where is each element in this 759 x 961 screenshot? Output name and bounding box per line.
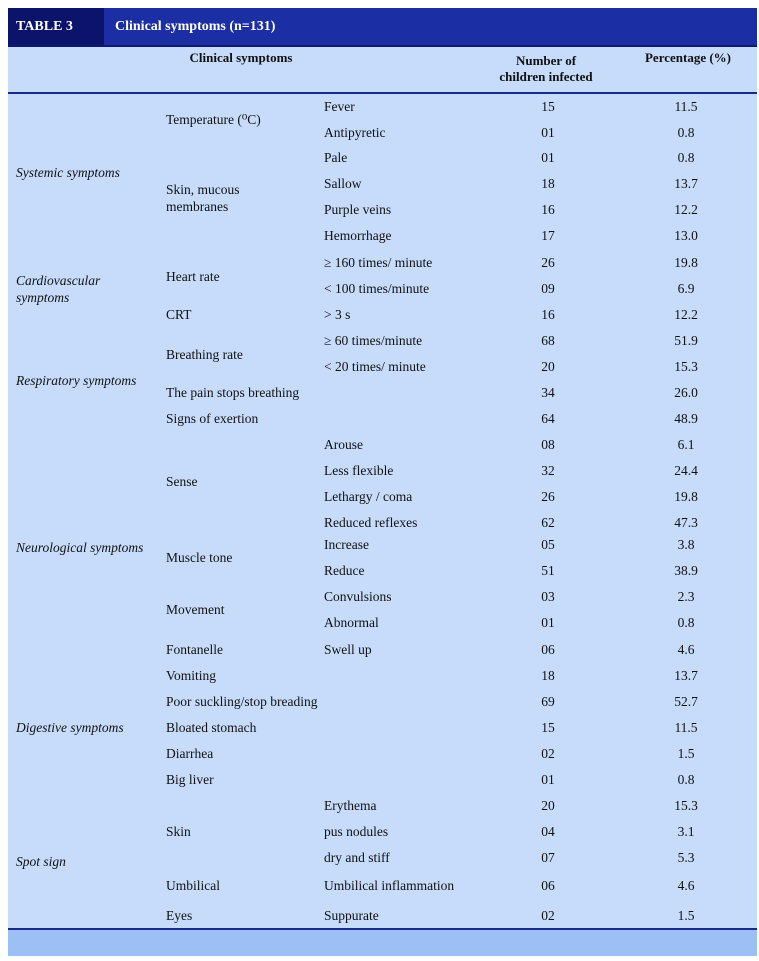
symptom-cell: pus nodules	[324, 824, 389, 839]
percentage-cell: 13.0	[674, 228, 698, 243]
number-cell: 62	[541, 515, 555, 530]
number-cell: 34	[541, 385, 555, 400]
number-cell: 32	[541, 463, 555, 478]
percentage-cell: 2.3	[677, 589, 695, 604]
percentage-cell: 13.7	[674, 668, 698, 683]
category-spot-sign: Spot sign	[16, 854, 66, 869]
number-cell: 18	[541, 668, 555, 683]
group-breathing-rate: Breathing rate	[166, 347, 243, 362]
number-cell: 18	[541, 176, 555, 191]
group-poor-suckling: Poor suckling/stop breading	[166, 694, 318, 709]
percentage-cell: 3.1	[677, 824, 695, 839]
symptom-cell: Reduced reflexes	[324, 515, 418, 530]
percentage-cell: 11.5	[674, 720, 698, 735]
group-sense: Sense	[166, 474, 198, 489]
percentage-cell: 1.5	[677, 746, 695, 761]
symptom-cell: Umbilical inflammation	[324, 878, 455, 893]
percentage-cell: 0.8	[677, 615, 695, 630]
percentage-cell: 12.2	[674, 202, 698, 217]
number-cell: 01	[541, 615, 555, 630]
percentage-cell: 0.8	[677, 150, 695, 165]
percentage-cell: 4.6	[677, 642, 695, 657]
number-cell: 09	[541, 281, 555, 296]
group-heart-rate: Heart rate	[166, 269, 220, 284]
number-cell: 01	[541, 772, 555, 787]
number-cell: 26	[541, 489, 555, 504]
header-clinical-symptoms: Clinical symptoms	[189, 50, 293, 65]
group-diarrhea: Diarrhea	[166, 746, 214, 761]
percentage-cell: 6.1	[677, 437, 695, 452]
symptom-cell: Reduce	[324, 563, 365, 578]
percentage-cell: 48.9	[674, 411, 698, 426]
symptom-cell: Fever	[324, 99, 355, 114]
number-cell: 04	[541, 824, 555, 839]
number-cell: 20	[541, 359, 555, 374]
number-cell: 05	[541, 537, 555, 552]
number-cell: 07	[541, 850, 555, 865]
number-cell: 16	[541, 202, 555, 217]
table-footer-band	[8, 930, 757, 956]
category-cardiovascular-line2: symptoms	[16, 290, 70, 305]
group-skin: Skin	[166, 824, 191, 839]
number-cell: 08	[541, 437, 555, 452]
symptom-cell: < 20 times/ minute	[324, 359, 426, 374]
percentage-cell: 38.9	[674, 563, 698, 578]
symptom-cell: Convulsions	[324, 589, 392, 604]
group-skin-mucous-line2: membranes	[166, 199, 229, 214]
symptom-cell: Swell up	[324, 642, 372, 657]
symptom-cell: Purple veins	[324, 202, 392, 217]
number-cell: 15	[541, 720, 555, 735]
number-cell: 02	[541, 908, 555, 923]
percentage-cell: 0.8	[677, 772, 695, 787]
group-muscle-tone: Muscle tone	[166, 550, 233, 565]
group-signs-of-exertion: Signs of exertion	[166, 411, 259, 426]
header-percentage: Percentage (%)	[644, 50, 732, 65]
percentage-cell: 4.6	[677, 878, 695, 893]
number-cell: 26	[541, 255, 555, 270]
percentage-cell: 52.7	[674, 694, 698, 709]
symptom-cell: ≥ 160 times/ minute	[324, 255, 433, 270]
group-crt: CRT	[166, 307, 192, 322]
header-number-line2: children infected	[499, 69, 593, 84]
header-rule	[8, 92, 757, 94]
symptom-cell: < 100 times/minute	[324, 281, 430, 296]
symptom-cell: Suppurate	[324, 908, 379, 923]
table-label: TABLE 3	[8, 8, 104, 45]
percentage-cell: 51.9	[674, 333, 698, 348]
category-digestive: Digestive symptoms	[16, 720, 124, 735]
number-cell: 15	[541, 99, 555, 114]
group-temperature: Temperature (⁰C)	[166, 112, 261, 127]
group-umbilical: Umbilical	[166, 878, 220, 893]
percentage-cell: 12.2	[674, 307, 698, 322]
symptom-cell: Abnormal	[324, 615, 379, 630]
group-pain-stops-breathing: The pain stops breathing	[166, 385, 300, 400]
number-cell: 01	[541, 125, 555, 140]
percentage-cell: 47.3	[674, 515, 698, 530]
symptom-cell: Arouse	[324, 437, 363, 452]
number-cell: 20	[541, 798, 555, 813]
header-number-line1: Number of	[515, 53, 577, 68]
percentage-cell: 19.8	[674, 255, 698, 270]
symptom-cell: > 3 s	[324, 307, 351, 322]
symptom-cell: Erythema	[324, 798, 377, 813]
percentage-cell: 13.7	[674, 176, 698, 191]
category-systemic: Systemic symptoms	[16, 165, 120, 180]
symptom-cell: Less flexible	[324, 463, 394, 478]
category-respiratory: Respiratory symptoms	[16, 373, 137, 388]
number-cell: 69	[541, 694, 555, 709]
group-movement: Movement	[166, 602, 225, 617]
group-fontanelle: Fontanelle	[166, 642, 223, 657]
symptom-cell: Increase	[324, 537, 369, 552]
category-cardiovascular-line1: Cardiovascular	[16, 273, 101, 288]
group-big-liver: Big liver	[166, 772, 214, 787]
clinical-symptoms-table	[8, 8, 757, 956]
percentage-cell: 15.3	[674, 798, 698, 813]
percentage-cell: 3.8	[677, 537, 695, 552]
number-cell: 51	[541, 563, 555, 578]
group-bloated-stomach: Bloated stomach	[166, 720, 257, 735]
number-cell: 17	[541, 228, 555, 243]
number-cell: 16	[541, 307, 555, 322]
percentage-cell: 5.3	[677, 850, 695, 865]
symptom-cell: Lethargy / coma	[324, 489, 413, 504]
category-neurological: Neurological symptoms	[16, 540, 144, 555]
number-cell: 02	[541, 746, 555, 761]
symptom-cell: Antipyretic	[324, 125, 386, 140]
number-cell: 06	[541, 878, 555, 893]
symptom-cell: Pale	[324, 150, 348, 165]
symptom-cell: Hemorrhage	[324, 228, 392, 243]
table-title-bar	[8, 8, 757, 47]
symptom-cell: dry and stiff	[324, 850, 390, 865]
percentage-cell: 15.3	[674, 359, 698, 374]
percentage-cell: 26.0	[674, 385, 698, 400]
symptom-cell: ≥ 60 times/minute	[324, 333, 423, 348]
symptom-cell: Sallow	[324, 176, 362, 191]
group-skin-mucous-line1: Skin, mucous	[166, 182, 240, 197]
percentage-cell: 1.5	[677, 908, 695, 923]
percentage-cell: 6.9	[677, 281, 695, 296]
group-vomiting: Vomiting	[166, 668, 217, 683]
percentage-cell: 0.8	[677, 125, 695, 140]
number-cell: 01	[541, 150, 555, 165]
number-cell: 64	[541, 411, 555, 426]
group-eyes: Eyes	[166, 908, 193, 923]
percentage-cell: 24.4	[674, 463, 698, 478]
percentage-cell: 11.5	[674, 99, 698, 114]
table-title: Clinical symptoms (n=131)	[115, 19, 276, 34]
percentage-cell: 19.8	[674, 489, 698, 504]
number-cell: 06	[541, 642, 555, 657]
number-cell: 68	[541, 333, 555, 348]
number-cell: 03	[541, 589, 555, 604]
